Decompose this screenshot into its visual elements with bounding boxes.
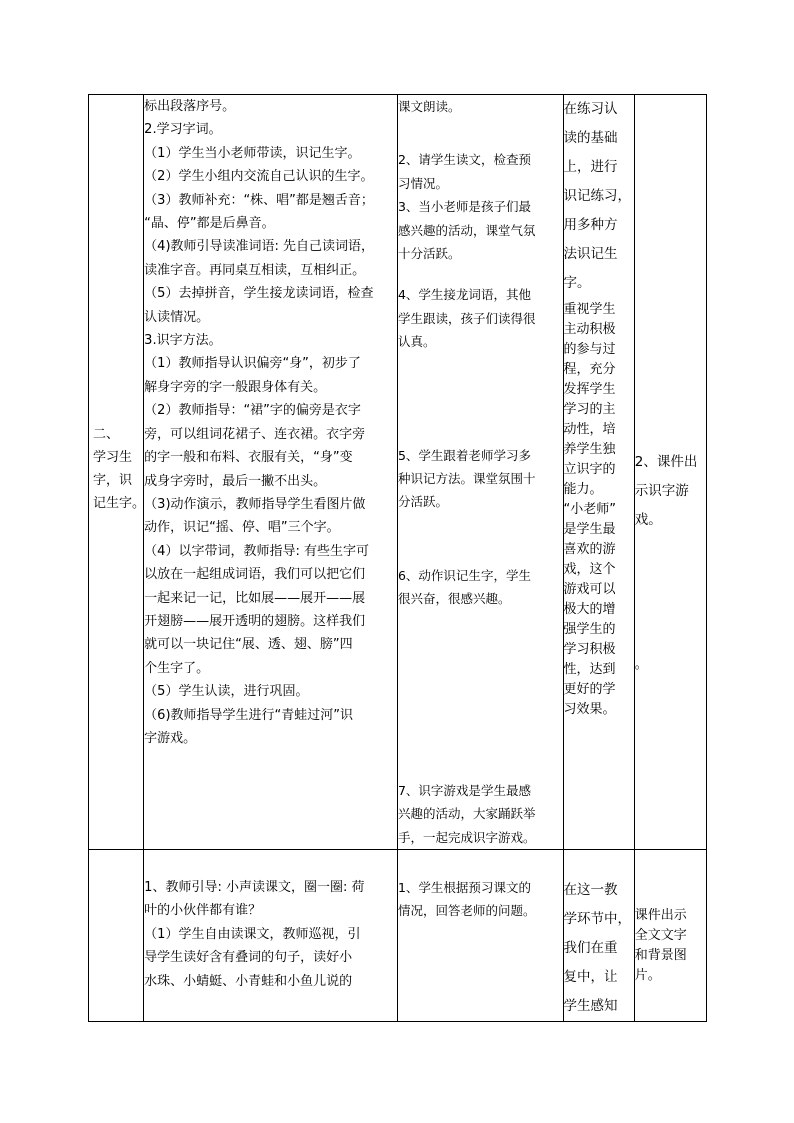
student-text-line: 分活跃。 xyxy=(397,494,448,510)
intent-text-line: 学习的主 xyxy=(563,402,616,417)
stage-cell xyxy=(89,95,144,850)
media-text-line: 全文文字 xyxy=(634,927,687,943)
intent-text-line: 复中，让 xyxy=(563,968,618,985)
stage-title-line: 字，识 xyxy=(93,473,133,488)
stage-title-line: 记生字。 xyxy=(93,496,146,511)
teacher-text-line: 动作，识记“摇、停、唱”三个字。 xyxy=(144,520,340,536)
teacher-text-line: 成身字旁时，最后一撇不出头。 xyxy=(144,473,327,489)
table-row xyxy=(89,849,707,1021)
teacher-text-line: 1、教师引导: 小声读课文，圈一圈: 荷 xyxy=(144,879,365,895)
teacher-text-line: 旁，可以组词花裙子、连衣裙。衣字旁 xyxy=(144,426,366,442)
student-text-line: 十分活跃。 xyxy=(397,246,461,262)
intent-text-line: 养学生独 xyxy=(563,442,616,457)
teacher-text-line: （1）学生当小老师带读，识记生字。 xyxy=(144,145,361,161)
student-text-line: 很兴奋，很感兴趣。 xyxy=(397,591,511,607)
student-activity-cell xyxy=(397,95,563,850)
intent-text-line: 法识记生 xyxy=(563,246,618,262)
media-cell xyxy=(634,95,706,850)
student-text-line: 2、请学生读文，检查预 xyxy=(397,152,531,168)
teacher-text-line: （3）教师补充：“株、唱”都是翘舌音； xyxy=(144,192,374,208)
student-activity-item xyxy=(398,779,563,849)
intent-text-line: 强学生的 xyxy=(563,622,616,637)
teacher-text-line: （3)动作演示，教师指导学生看图片做 xyxy=(144,496,366,512)
student-activity-item xyxy=(398,195,563,265)
media-text-line: 2、课件出 xyxy=(634,454,698,470)
intent-text-line: 性，达到 xyxy=(563,662,616,677)
student-text-line: 5、学生跟着老师学习多 xyxy=(397,447,531,463)
student-text-line: 情况，回答老师的问题。 xyxy=(397,903,536,919)
student-text-line: 习情况。 xyxy=(397,175,448,191)
teacher-text-line: 标出段落序号。 xyxy=(144,99,236,114)
intent-text-line: 学环节中， xyxy=(563,910,632,927)
student-text-line: 6、动作识记生字，学生 xyxy=(397,567,531,583)
intent-text-line: 是学生最 xyxy=(563,522,616,537)
student-activity-item xyxy=(398,444,563,514)
intent-text-line: 发挥学生 xyxy=(563,382,616,397)
media-text-line: 戏。 xyxy=(634,512,662,528)
teacher-text-line: （2）教师指导：“裙”字的偏旁是衣字 xyxy=(144,403,361,419)
student-activity-item xyxy=(398,148,563,195)
teacher-text-line: （6)教师指导学生进行“青蛙过河”识 xyxy=(144,707,353,723)
teacher-activity-cell xyxy=(144,95,398,850)
intent-text-line: 在练习认 xyxy=(563,101,618,117)
teacher-text-line: 读准字音。再同桌互相读，互相纠正。 xyxy=(144,262,366,278)
student-text-line: 1、学生根据预习课文的 xyxy=(397,879,531,895)
intent-text-line: 重视学生 xyxy=(563,302,616,317)
teacher-text-line: 2.学习字词。 xyxy=(144,122,222,138)
student-text-line: 7、识字游戏是学生最感 xyxy=(397,782,531,798)
student-activity-item xyxy=(398,95,563,118)
intent-text-line: 游戏可以 xyxy=(563,582,616,597)
teacher-text-line: 以放在一起组成词语，我们可以把它们 xyxy=(144,567,366,583)
teacher-text-line: 水珠、小蜻蜓、小青蛙和小鱼儿说的 xyxy=(144,973,353,989)
teacher-text-line: （4）以字带词，教师指导: 有些生字可 xyxy=(144,543,369,559)
intent-text-line: 我们在重 xyxy=(563,939,618,956)
intent-text-line: 能力。 xyxy=(563,482,603,497)
student-text-line: 种识记方法。课堂氛围十 xyxy=(397,471,536,487)
teacher-text-line: 3.识字方法。 xyxy=(144,333,222,349)
intent-text-line: 学习积极 xyxy=(563,642,616,657)
teacher-text-line: 认读情况。 xyxy=(144,309,210,325)
media-text-line: 课件出示 xyxy=(634,907,687,923)
teacher-text-line: 的字一般和布料、衣服有关，“身”变 xyxy=(144,450,353,466)
intent-text-line: 程，充分 xyxy=(563,362,616,377)
stage-title-line: 二、 xyxy=(93,427,120,442)
student-activity-item xyxy=(398,564,563,611)
intent-text-line: 读的基础 xyxy=(563,130,618,146)
teacher-activity-cell xyxy=(144,849,398,1021)
table-row xyxy=(89,95,707,850)
student-text-line: 课文朗读。 xyxy=(397,99,461,114)
teacher-text-line: 就可以一块记住“展、透、翅、膀”四 xyxy=(144,637,353,653)
student-text-line: 兴趣的活动，大家踊跃举 xyxy=(397,806,536,822)
design-intent-cell xyxy=(563,95,634,850)
student-text-line: 认真。 xyxy=(397,334,436,350)
design-intent-cell xyxy=(563,849,634,1021)
teacher-text-line: （5）去掉拼音，学生接龙读词语，检查 xyxy=(144,286,374,302)
intent-text-line: 上，进行 xyxy=(563,159,618,175)
teacher-text-line: 叶的小伙伴都有谁？ xyxy=(144,903,262,919)
media-text-line: 示识字游 xyxy=(634,483,689,499)
media-text-line: 片。 xyxy=(634,967,661,983)
intent-text-line: 的参与过 xyxy=(563,342,616,357)
teacher-text-line: 个生字了。 xyxy=(144,660,210,676)
teacher-text-line: 字游戏。 xyxy=(144,730,197,746)
intent-text-line: 立识字的 xyxy=(563,462,616,477)
teacher-text-line: （5）学生认读，进行巩固。 xyxy=(144,684,309,700)
media-cell xyxy=(634,849,706,1021)
intent-text-line: 戏，这个 xyxy=(563,562,616,577)
teacher-text-line: “晶、停”都是后鼻音。 xyxy=(144,216,275,232)
intent-text-line: 字。 xyxy=(563,275,591,291)
intent-text-line: 学生感知 xyxy=(563,997,618,1014)
intent-text-line: 喜欢的游 xyxy=(563,542,616,557)
intent-text-line: “小老师” xyxy=(563,502,616,517)
teacher-text-line: 一起来记一记，比如展——展开——展 xyxy=(144,590,366,606)
intent-text-line: 动性，培 xyxy=(563,422,616,437)
media-dot: 。 xyxy=(634,657,648,672)
student-text-line: 学生跟读，孩子们读得很 xyxy=(397,310,536,326)
student-text-line: 3、当小老师是孩子们最 xyxy=(397,199,531,215)
student-text-line: 4、学生接龙词语，其他 xyxy=(397,287,531,303)
teacher-text-line: （1）教师指导认识偏旁“身”，初步了 xyxy=(144,356,361,372)
teacher-text-line: 导学生读好含有叠词的句子，读好小 xyxy=(144,950,353,966)
intent-text-line: 主动积极 xyxy=(563,322,616,337)
intent-text-line: 用多种方 xyxy=(563,217,618,233)
teacher-text-line: （2）学生小组内交流自己认识的生字。 xyxy=(144,169,374,185)
student-text-line: 感兴趣的活动，课堂气氛 xyxy=(397,222,536,238)
intent-text-line: 习效果。 xyxy=(563,702,616,717)
teacher-text-line: 解身字旁的字一般跟身体有关。 xyxy=(144,379,327,395)
student-activity-item xyxy=(398,283,563,353)
intent-text-line: 极大的增 xyxy=(563,602,616,617)
media-text-line: 和背景图 xyxy=(634,947,687,963)
teacher-text-line: 开翅膀——展开透明的翅膀。这样我们 xyxy=(144,613,366,629)
stage-title-line: 学习生 xyxy=(93,450,133,465)
intent-text-line: 更好的学 xyxy=(563,682,616,697)
teacher-text-line: （1）学生自由读课文，教师巡视，引 xyxy=(144,926,361,942)
student-activity-cell xyxy=(397,849,563,1021)
stage-cell xyxy=(89,849,144,1021)
intent-text-line: 识记练习， xyxy=(563,188,632,204)
teacher-text-line: （4)教师引导读准词语: 先自己读词语， xyxy=(144,239,375,255)
student-text-line: 手，一起完成识字游戏。 xyxy=(397,829,536,845)
lesson-plan-table xyxy=(88,94,707,1022)
intent-text-line: 在这一教 xyxy=(563,881,618,898)
